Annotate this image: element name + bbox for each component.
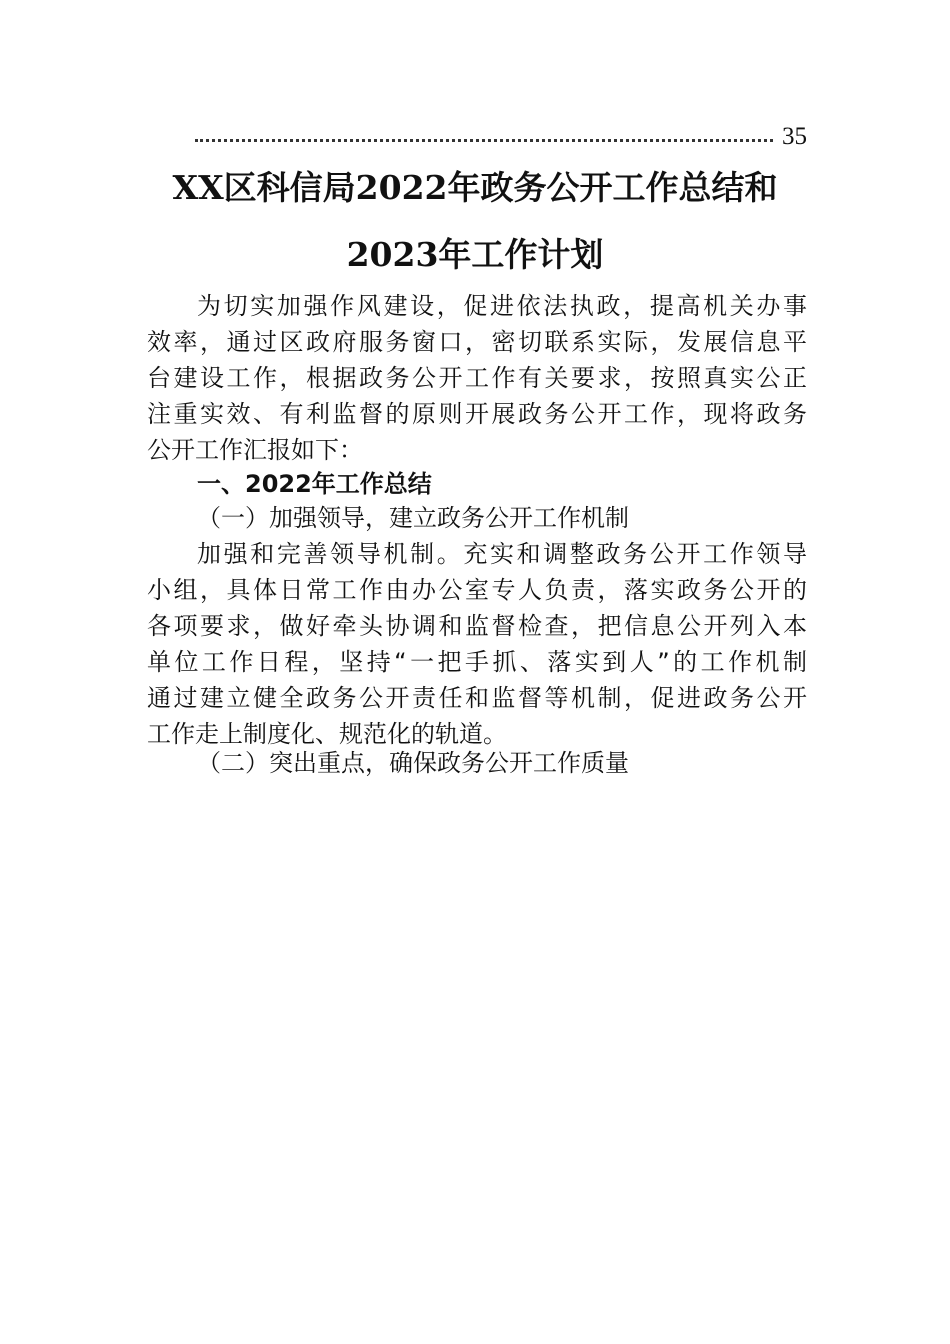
document-title-line-1: XX区科信局2022年政务公开工作总结和: [172, 168, 778, 207]
section-heading-1: 一、2022年工作总结: [197, 470, 432, 498]
page-number: 35: [782, 123, 807, 150]
intro-line: 公开工作汇报如下：: [147, 436, 363, 464]
toc-leader-line: [195, 122, 807, 152]
body-line: 工作走上制度化、规范化的轨道。: [147, 720, 507, 748]
body-line: 小组，具体日常工作由办公室专人负责，落实政务公开的: [147, 576, 807, 604]
subsection-heading-2: （二）突出重点，确保政务公开工作质量: [197, 749, 629, 777]
body-line: 加强和完善领导机制。充实和调整政务公开工作领导: [197, 540, 807, 568]
body-line: 通过建立健全政务公开责任和监督等机制，促进政务公开: [147, 684, 807, 712]
intro-line: 为切实加强作风建设，促进依法执政，提高机关办事: [197, 292, 807, 320]
intro-line: 效率，通过区政府服务窗口，密切联系实际，发展信息平: [147, 328, 807, 356]
intro-line: 台建设工作，根据政务公开工作有关要求，按照真实公正: [147, 364, 807, 392]
toc-dot-leader: [195, 139, 773, 142]
body-line: 各项要求，做好牵头协调和监督检查，把信息公开列入本: [147, 612, 807, 640]
document-title-line-2: 2023年工作计划: [346, 235, 604, 274]
subsection-heading-1: （一）加强领导，建立政务公开工作机制: [197, 504, 629, 532]
body-line: 单位工作日程，坚持“一把手抓、落实到人”的工作机制: [147, 648, 807, 676]
intro-line: 注重实效、有利监督的原则开展政务公开工作，现将政务: [147, 400, 807, 428]
